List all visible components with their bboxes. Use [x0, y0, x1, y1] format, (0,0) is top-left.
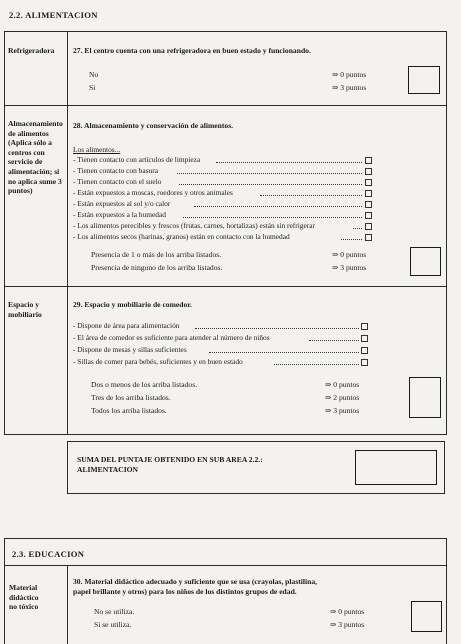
- option-si: Si: [89, 83, 96, 92]
- list-item: - Tienen contacto con el suelo: [73, 177, 373, 188]
- option-tres: Tres de los arriba listados.: [91, 393, 171, 402]
- points-presencia-uno: ⇒ 0 puntos: [332, 250, 367, 259]
- list-title-alimentos: Los alimentos...: [73, 145, 121, 154]
- checkbox[interactable]: [361, 347, 368, 354]
- option-todos: Todos los arriba listados.: [91, 406, 167, 415]
- list-item: - Están expuestos al sol y/o calor: [73, 199, 373, 210]
- option-presencia-uno: Presencia de 1 o más de los arriba listados.: [91, 250, 222, 259]
- checkbox[interactable]: [361, 323, 368, 330]
- points-dos-o-menos: ⇒ 0 puntos: [325, 380, 360, 389]
- question-29: 29. Espacio y mobiliario de comedor.: [73, 300, 192, 309]
- table-bottom-border: [4, 434, 447, 435]
- table-column-divider: [67, 31, 68, 435]
- checkbox[interactable]: [365, 223, 372, 230]
- points-si-se-utiliza: ⇒ 3 puntos: [330, 620, 365, 629]
- checkbox[interactable]: [365, 168, 372, 175]
- table-right-border: [446, 31, 447, 435]
- section-2-3-left-border: [4, 538, 5, 644]
- points-option-si: ⇒ 3 puntos: [332, 83, 367, 92]
- list-item: - Sillas de comer para bebés, suficientes y en buen estado: [73, 357, 373, 368]
- score-box-28[interactable]: [410, 247, 441, 276]
- list-item: - Están expuestos a la humedad: [73, 210, 373, 221]
- list-item: - Los alimentos perecibles y frescos (frutas, carnes, hortalizas) están sin refrigerar: [73, 221, 373, 232]
- list-item: - Están expuestos a moscas, roedores y otros animales: [73, 188, 373, 199]
- points-tres: ⇒ 2 puntos: [325, 393, 360, 402]
- checkbox[interactable]: [361, 335, 368, 342]
- points-todos: ⇒ 3 puntos: [325, 406, 360, 415]
- option-no-se-utiliza: No se utiliza.: [94, 607, 135, 616]
- list-item: - El área de comedor es suficiente para atender al número de niños: [73, 333, 373, 344]
- list-item: - Dispone de mesas y sillas suficientes: [73, 345, 373, 356]
- suma-score-box[interactable]: [355, 450, 437, 485]
- option-si-se-utiliza: Si se utiliza.: [94, 620, 132, 629]
- list-item: - Dispone de área para alimentación: [73, 321, 373, 332]
- score-box-27[interactable]: [408, 66, 440, 94]
- checkbox[interactable]: [365, 190, 372, 197]
- question-28: 28. Almacenamiento y conservación de alimentos.: [73, 121, 234, 130]
- points-no-se-utiliza: ⇒ 0 puntos: [330, 607, 365, 616]
- checkbox[interactable]: [365, 212, 372, 219]
- section-title-2-2: 2.2. ALIMENTACION: [9, 10, 98, 20]
- checkbox[interactable]: [365, 234, 372, 241]
- row-divider-2: [4, 286, 447, 287]
- section-2-3-top-border: [4, 538, 447, 539]
- section-2-3-header-divider: [4, 565, 447, 566]
- list-item: - Tienen contacto con artículos de limpieza: [73, 155, 373, 166]
- section-2-3-column-divider: [67, 565, 68, 644]
- option-no: No: [89, 70, 99, 79]
- label-material-didactico: Material didáctico no tóxico: [9, 583, 39, 612]
- checkbox[interactable]: [365, 179, 372, 186]
- points-presencia-ninguno: ⇒ 3 puntos: [332, 263, 367, 272]
- row-divider-1: [4, 105, 447, 106]
- label-almacenamiento: Almacenamiento de alimentos (Aplica sólo a centros con servicio de alimentación; si no aplica sume 3 puntos): [8, 119, 63, 196]
- question-27: 27. El centro cuenta con una refrigeradora en buen estado y funcionando.: [73, 46, 311, 55]
- suma-label: SUMA DEL PUNTAJE OBTENIDO EN SUB AREA 2.2.: ALIMENTACION: [77, 455, 263, 474]
- section-title-2-3: 2.3. EDUCACION: [12, 549, 85, 559]
- label-espacio-mobiliario: Espacio y mobiliario: [8, 300, 42, 319]
- score-box-30[interactable]: [411, 601, 442, 632]
- option-dos-o-menos: Dos o menos de los arriba listados.: [91, 380, 198, 389]
- table-top-border: [4, 31, 447, 32]
- checkbox[interactable]: [361, 359, 368, 366]
- points-option-no: ⇒ 0 puntos: [332, 70, 367, 79]
- section-2-3-right-border: [446, 538, 447, 644]
- score-box-29[interactable]: [409, 377, 441, 418]
- list-item: - Tienen contacto con basura: [73, 166, 373, 177]
- label-refrigeradora: Refrigeradora: [8, 46, 55, 55]
- checkbox[interactable]: [365, 201, 372, 208]
- list-item: - Los alimentos secos (harinas, granos) están en contacto con la humedad: [73, 232, 373, 243]
- option-presencia-ninguno: Presencia de ninguno de los arriba listados.: [91, 263, 223, 272]
- question-30: 30. Material didáctico adecuado y suficiente que se usa (crayolas, plastilina, papel brillante y otros) para los niños de los distintos grupos de edad.: [73, 577, 318, 596]
- table-left-border: [4, 31, 5, 435]
- checkbox[interactable]: [365, 157, 372, 164]
